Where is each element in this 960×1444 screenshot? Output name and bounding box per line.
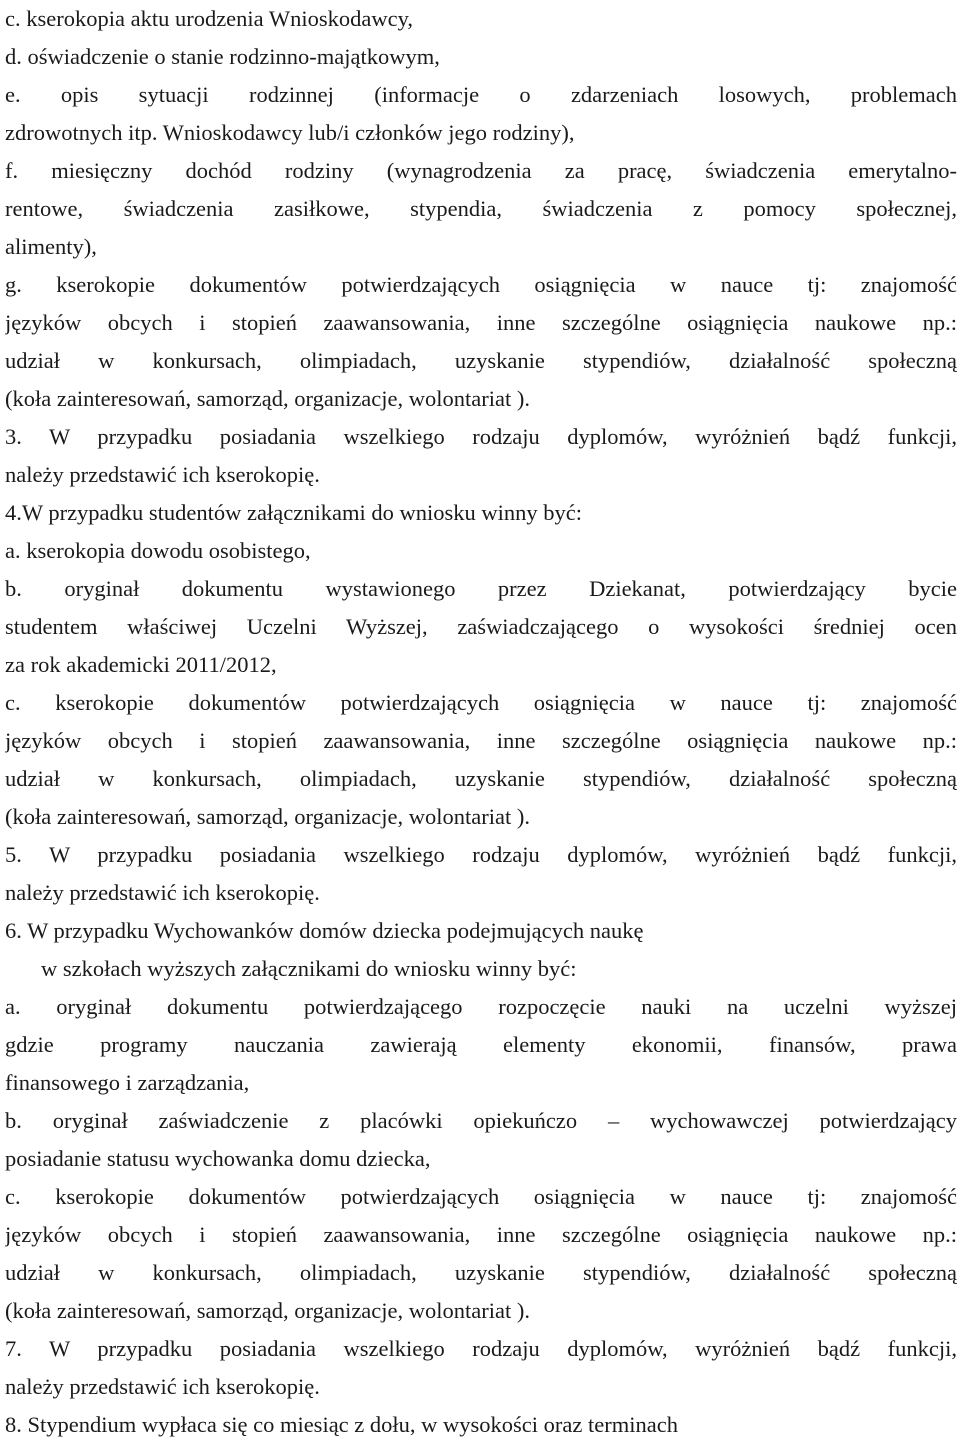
paragraph-6: 6. W przypadku Wychowanków domów dziecka podejmujących naukę: [5, 918, 644, 943]
paragraph-7-end: należy przedstawić ich kserokopię.: [5, 1374, 320, 1399]
list-item-d: d. oświadczenie o stanie rodzinno-majątkowym,: [5, 44, 440, 69]
list-item-a: a. kserokopia dowodu osobistego,: [5, 538, 311, 563]
list-item-e-continued: zdrowotnych itp. Wnioskodawcy lub/i członków jego rodziny),: [5, 120, 575, 145]
list-item-a: a. oryginał dokumentu potwierdzającego rozpoczęcie nauki na uczelni wyższej: [5, 994, 957, 1019]
paragraph-3: 3. W przypadku posiadania wszelkiego rodzaju dyplomów, wyróżnień bądź funkcji,: [5, 424, 957, 449]
paragraph-8: 8. Stypendium wypłaca się co miesiąc z dołu, w wysokości oraz terminach: [5, 1412, 678, 1437]
list-item-g-end: (koła zainteresowań, samorząd, organizacje, wolontariat ).: [5, 386, 530, 411]
document-page: [5, 0, 957, 1444]
list-item-c-continued: udział w konkursach, olimpiadach, uzyskanie stypendiów, działalność społeczną: [5, 766, 957, 791]
list-item-f-continued: rentowe, świadczenia zasiłkowe, stypendia, świadczenia z pomocy społecznej,: [5, 196, 957, 221]
list-item-b: b. oryginał zaświadczenie z placówki opiekuńczo – wychowawczej potwierdzający: [5, 1108, 957, 1133]
list-item-c: c. kserokopie dokumentów potwierdzających osiągnięcia w nauce tj: znajomość: [5, 690, 957, 715]
list-item-c-continued: udział w konkursach, olimpiadach, uzyskanie stypendiów, działalność społeczną: [5, 1260, 957, 1285]
paragraph-5-end: należy przedstawić ich kserokopię.: [5, 880, 320, 905]
list-item-a-continued: gdzie programy nauczania zawierają elementy ekonomii, finansów, prawa: [5, 1032, 957, 1057]
list-item-f: f. miesięczny dochód rodziny (wynagrodzenia za pracę, świadczenia emerytalno-: [5, 158, 957, 183]
paragraph-7: 7. W przypadku posiadania wszelkiego rodzaju dyplomów, wyróżnień bądź funkcji,: [5, 1336, 957, 1361]
list-item-g-continued: języków obcych i stopień zaawansowania, inne szczególne osiągnięcia naukowe np.:: [5, 310, 957, 335]
list-item-c-end: (koła zainteresowań, samorząd, organizacje, wolontariat ).: [5, 1298, 530, 1323]
list-item-c: c. kserokopia aktu urodzenia Wnioskodawcy,: [5, 6, 413, 31]
paragraph-3-end: należy przedstawić ich kserokopię.: [5, 462, 320, 487]
list-item-b-continued: studentem właściwej Uczelni Wyższej, zaświadczającego o wysokości średniej ocen: [5, 614, 957, 639]
list-item-g-continued: udział w konkursach, olimpiadach, uzyskanie stypendiów, działalność społeczną: [5, 348, 957, 373]
list-item-c-end: (koła zainteresowań, samorząd, organizacje, wolontariat ).: [5, 804, 530, 829]
list-item-c-continued: języków obcych i stopień zaawansowania, inne szczególne osiągnięcia naukowe np.:: [5, 728, 957, 753]
list-item-b-end: posiadanie statusu wychowanka domu dziecka,: [5, 1146, 431, 1171]
paragraph-6-continued: w szkołach wyższych załącznikami do wniosku winny być:: [41, 956, 577, 981]
paragraph-4: 4.W przypadku studentów załącznikami do wniosku winny być:: [5, 500, 582, 525]
list-item-b-end: za rok akademicki 2011/2012,: [5, 652, 277, 677]
list-item-f-end: alimenty),: [5, 234, 97, 259]
list-item-c-continued: języków obcych i stopień zaawansowania, inne szczególne osiągnięcia naukowe np.:: [5, 1222, 957, 1247]
list-item-c: c. kserokopie dokumentów potwierdzających osiągnięcia w nauce tj: znajomość: [5, 1184, 957, 1209]
paragraph-5: 5. W przypadku posiadania wszelkiego rodzaju dyplomów, wyróżnień bądź funkcji,: [5, 842, 957, 867]
list-item-a-end: finansowego i zarządzania,: [5, 1070, 250, 1095]
list-item-g: g. kserokopie dokumentów potwierdzających osiągnięcia w nauce tj: znajomość: [5, 272, 957, 297]
list-item-e: e. opis sytuacji rodzinnej (informacje o zdarzeniach losowych, problemach: [5, 82, 957, 107]
list-item-b: b. oryginał dokumentu wystawionego przez Dziekanat, potwierdzający bycie: [5, 576, 957, 601]
